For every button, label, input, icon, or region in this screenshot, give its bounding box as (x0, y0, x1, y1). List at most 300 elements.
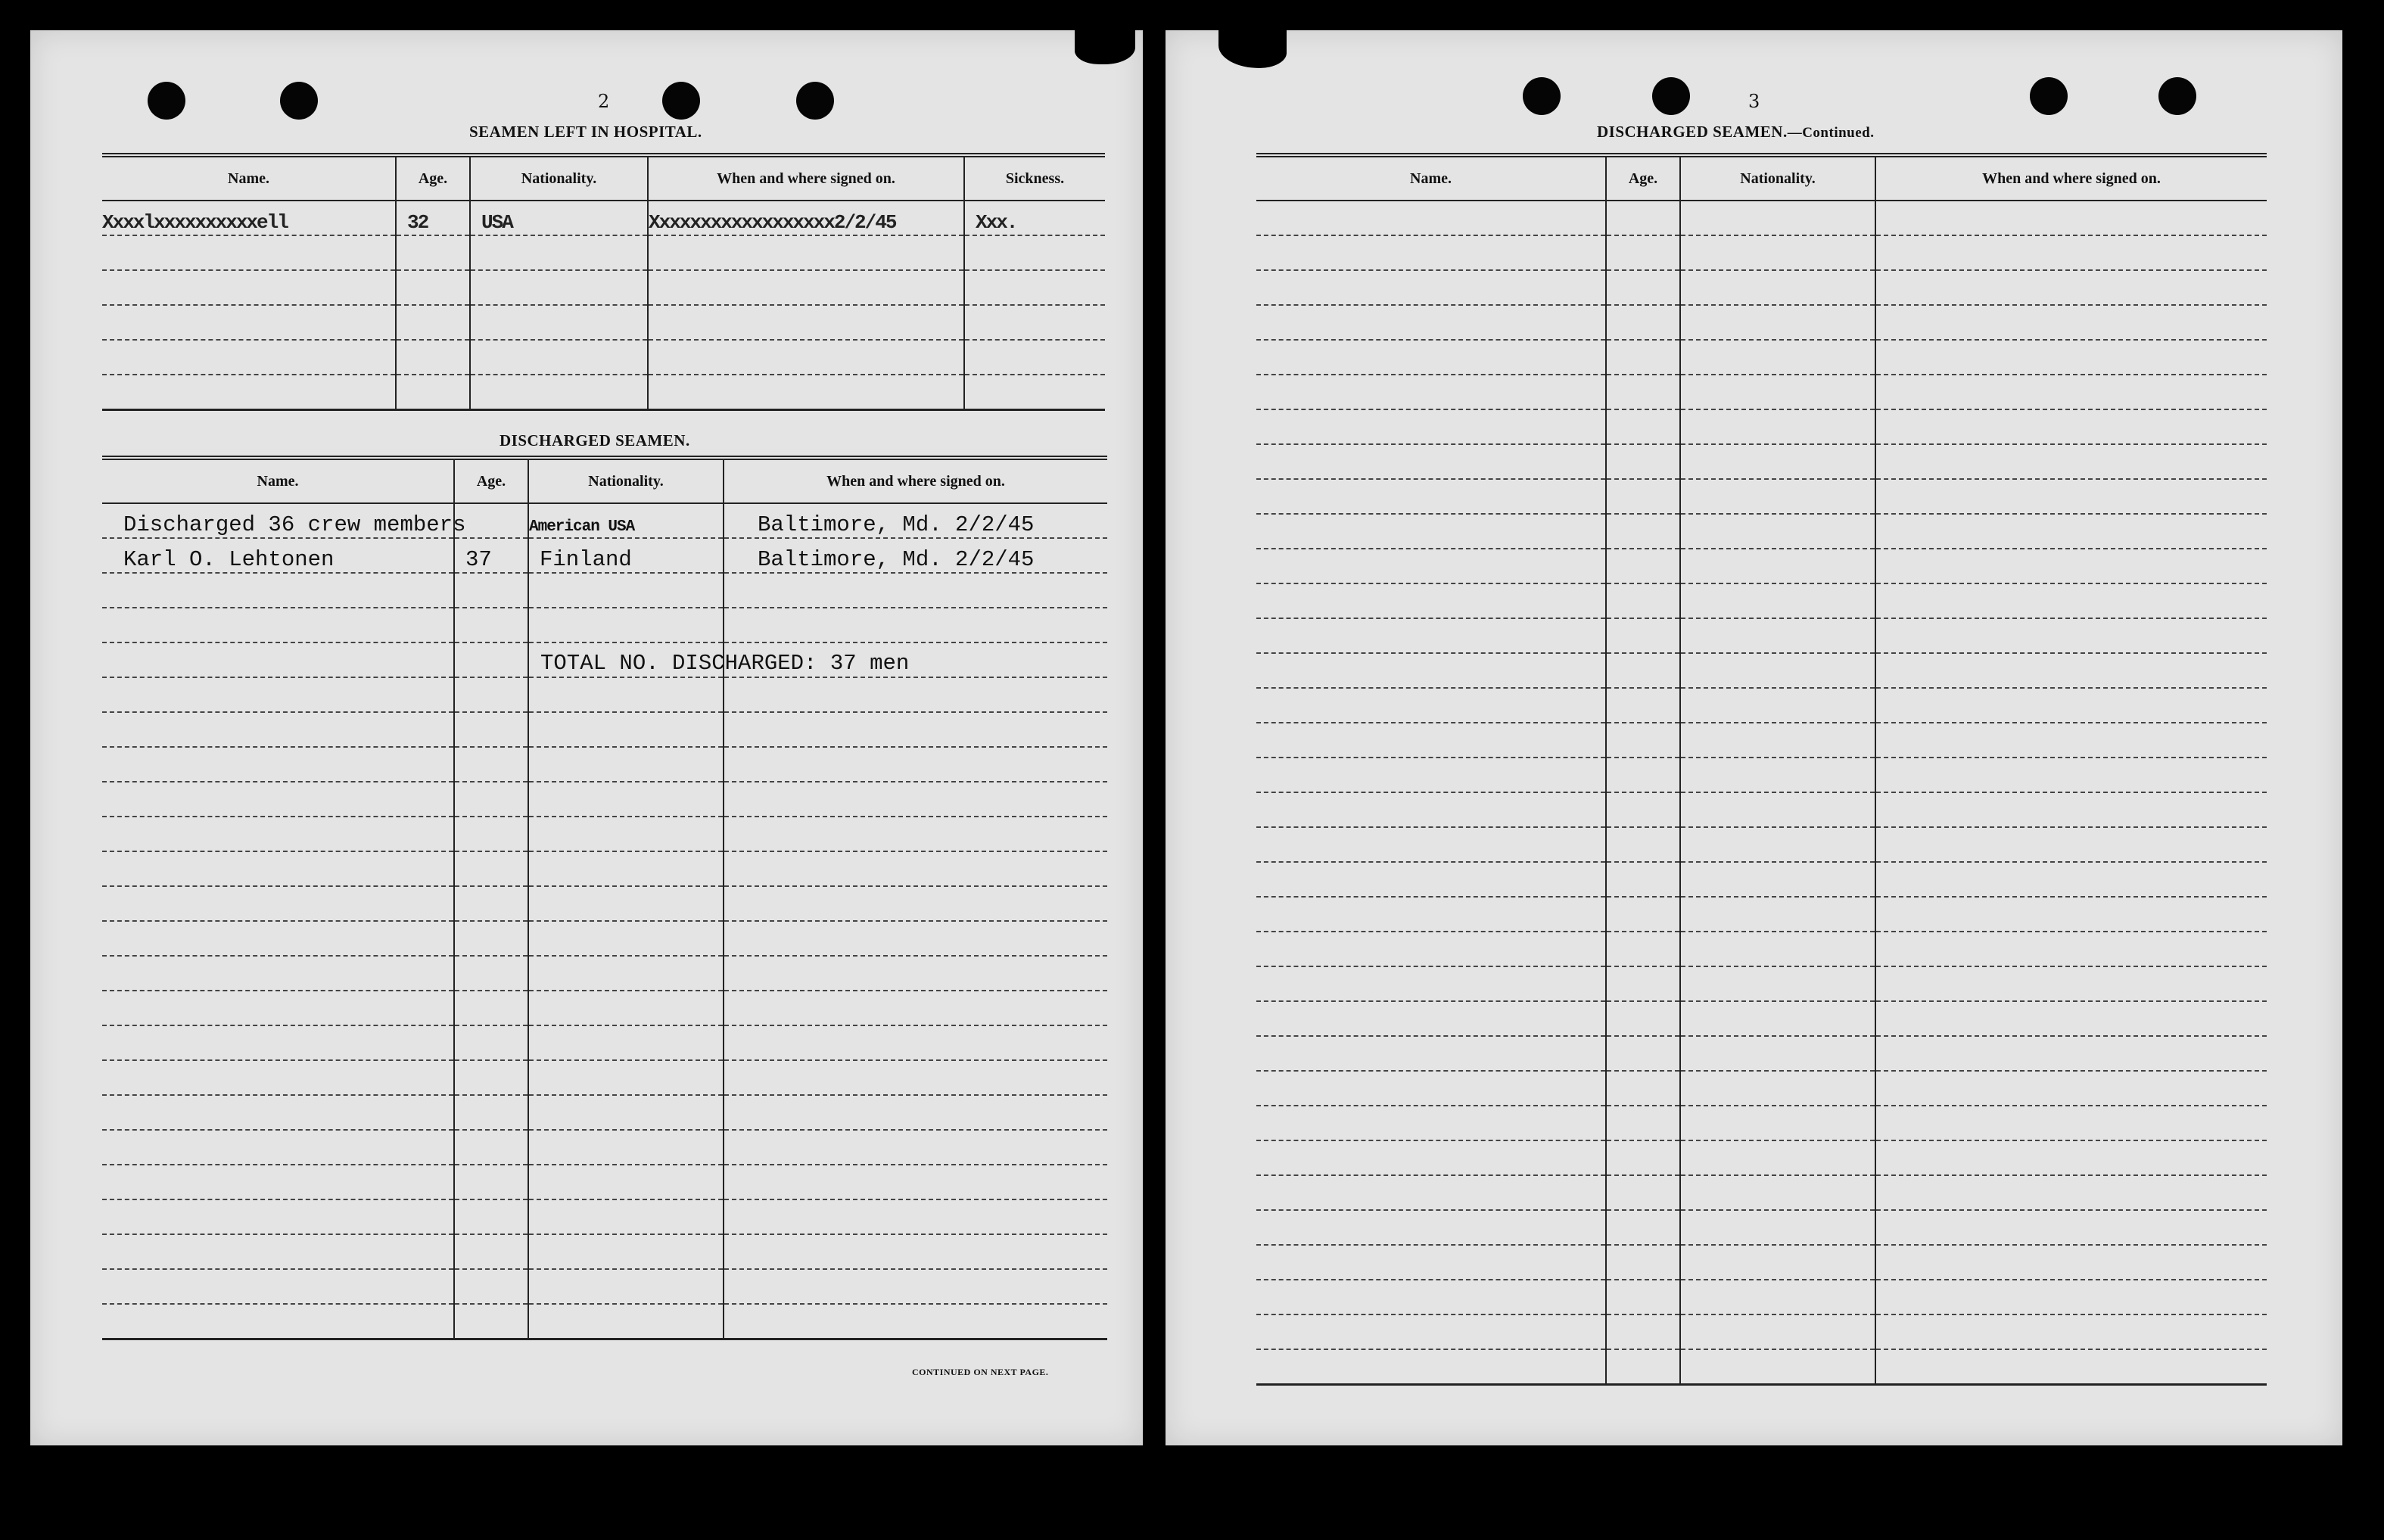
empty-cell (528, 1165, 724, 1199)
empty-cell (724, 1199, 1107, 1234)
table-row (102, 851, 1107, 886)
empty-cell (528, 1199, 724, 1234)
empty-cell (1875, 340, 2267, 375)
empty-cell (1606, 897, 1680, 932)
empty-cell (1875, 1210, 2267, 1245)
continued-note: CONTINUED ON NEXT PAGE. (912, 1367, 1049, 1377)
empty-cell (1875, 1036, 2267, 1071)
col-header-nationality: Nationality. (470, 155, 648, 201)
empty-cell (1256, 723, 1606, 758)
table-row (102, 991, 1107, 1025)
empty-cell (1680, 792, 1875, 827)
empty-cell (724, 573, 1107, 608)
empty-cell (1680, 409, 1875, 444)
empty-cell (1606, 1036, 1680, 1071)
col-header-age: Age. (396, 155, 470, 201)
empty-cell (1680, 235, 1875, 270)
empty-cell (528, 1095, 724, 1130)
empty-cell (454, 921, 528, 956)
table-row (102, 235, 1105, 270)
empty-cell (454, 1130, 528, 1165)
empty-cell (1680, 549, 1875, 583)
empty-cell (454, 677, 528, 712)
empty-cell (102, 1234, 454, 1269)
empty-cell (528, 817, 724, 851)
empty-cell (724, 1060, 1107, 1095)
empty-cell (1256, 1175, 1606, 1210)
empty-cell (102, 1060, 454, 1095)
empty-cell (1680, 479, 1875, 514)
empty-cell (1606, 1280, 1680, 1314)
empty-cell (1606, 1001, 1680, 1036)
empty-cell (1680, 340, 1875, 375)
col-header-name: Name. (102, 155, 396, 201)
empty-cell (454, 851, 528, 886)
empty-cell (1680, 1245, 1875, 1280)
empty-cell (1606, 201, 1680, 235)
empty-cell (1606, 479, 1680, 514)
table-row (102, 1130, 1107, 1165)
empty-cell (1680, 653, 1875, 688)
discharged-table (102, 456, 1107, 1340)
table-row (102, 712, 1107, 747)
empty-cell (1256, 235, 1606, 270)
table-row (102, 1025, 1107, 1060)
left-page (30, 30, 1143, 1445)
empty-cell (1875, 201, 2267, 235)
table-row (102, 608, 1107, 642)
empty-cell (528, 1234, 724, 1269)
col-header-age: Age. (454, 458, 528, 503)
empty-cell (454, 608, 528, 642)
empty-cell (1875, 862, 2267, 897)
table-row (102, 1304, 1107, 1339)
empty-cell (1680, 1106, 1875, 1140)
empty-cell (1256, 688, 1606, 723)
empty-cell (1680, 932, 1875, 966)
empty-cell (1875, 932, 2267, 966)
table-row (102, 573, 1107, 608)
empty-cell (724, 921, 1107, 956)
punch-hole (1652, 77, 1690, 115)
empty-cell (1606, 653, 1680, 688)
table-row (1256, 1001, 2267, 1036)
empty-cell (1256, 1210, 1606, 1245)
empty-cell (1606, 688, 1680, 723)
empty-cell (724, 1234, 1107, 1269)
empty-cell (1680, 1349, 1875, 1385)
punch-hole (280, 82, 318, 120)
empty-cell (1875, 827, 2267, 862)
empty-cell (1680, 375, 1875, 409)
empty-cell (1606, 1314, 1680, 1349)
col-header-age: Age. (1606, 155, 1680, 201)
empty-cell (102, 886, 454, 921)
empty-cell (1256, 653, 1606, 688)
empty-cell (1875, 235, 2267, 270)
table-row (1256, 1106, 2267, 1140)
table-row (102, 270, 1105, 305)
table-row (1256, 583, 2267, 618)
hospital-table (102, 153, 1105, 411)
empty-cell (528, 1304, 724, 1339)
empty-cell (102, 677, 454, 712)
table-row (102, 956, 1107, 991)
table-row (102, 503, 1107, 538)
empty-cell (102, 817, 454, 851)
empty-cell (102, 712, 454, 747)
table-row (102, 1165, 1107, 1199)
empty-cell (1875, 1106, 2267, 1140)
empty-cell (528, 1025, 724, 1060)
empty-cell (528, 712, 724, 747)
col-header-sickness: Sickness. (964, 155, 1105, 201)
empty-cell (724, 1165, 1107, 1199)
table-row (1256, 375, 2267, 409)
table-row (1256, 1349, 2267, 1385)
empty-cell (528, 608, 724, 642)
empty-cell (1606, 827, 1680, 862)
punch-hole (1523, 77, 1561, 115)
empty-cell (528, 921, 724, 956)
empty-cell (1606, 1349, 1680, 1385)
empty-cell (1875, 723, 2267, 758)
empty-cell (454, 642, 528, 677)
empty-cell (528, 991, 724, 1025)
empty-cell (1256, 827, 1606, 862)
table-row (102, 538, 1107, 573)
empty-cell (1680, 758, 1875, 792)
empty-cell (1875, 479, 2267, 514)
empty-cell (1606, 549, 1680, 583)
empty-cell (1680, 827, 1875, 862)
empty-cell (1606, 1106, 1680, 1140)
empty-cell (1606, 618, 1680, 653)
table-row (1256, 305, 2267, 340)
table-row (1256, 862, 2267, 897)
table-row (102, 747, 1107, 782)
table-row (102, 886, 1107, 921)
empty-cell (454, 886, 528, 921)
col-header-name: Name. (1256, 155, 1606, 201)
empty-cell (1256, 514, 1606, 549)
page-number: 2 (598, 91, 610, 112)
table-row (1256, 897, 2267, 932)
empty-cell (1875, 966, 2267, 1001)
struck-age-cell: 32 (407, 211, 428, 234)
empty-cell (1680, 583, 1875, 618)
empty-cell (1875, 758, 2267, 792)
empty-cell (1256, 1140, 1606, 1175)
empty-cell (724, 747, 1107, 782)
empty-cell (1256, 340, 1606, 375)
empty-cell (724, 1130, 1107, 1165)
empty-cell (1256, 270, 1606, 305)
empty-cell (724, 851, 1107, 886)
empty-cell (1606, 1210, 1680, 1245)
table-row (1256, 1071, 2267, 1106)
empty-cell (1680, 1140, 1875, 1175)
empty-cell (1606, 792, 1680, 827)
table-row (1256, 1140, 2267, 1175)
empty-cell (1256, 897, 1606, 932)
empty-cell (1680, 1036, 1875, 1071)
empty-cell (1680, 1210, 1875, 1245)
empty-cell (1256, 201, 1606, 235)
empty-cell (1606, 444, 1680, 479)
empty-cell (528, 1060, 724, 1095)
punch-hole (2030, 77, 2068, 115)
table-row (1256, 1175, 2267, 1210)
table-row (1256, 1314, 2267, 1349)
empty-cell (1680, 897, 1875, 932)
empty-cell (1256, 583, 1606, 618)
table-row (1256, 723, 2267, 758)
empty-cell (1680, 1001, 1875, 1036)
torn-edge (1075, 30, 1135, 64)
empty-cell (1256, 792, 1606, 827)
punch-hole (662, 82, 700, 120)
empty-cell (1875, 1349, 2267, 1385)
age-cell: 37 (454, 538, 528, 573)
table-row (1256, 827, 2267, 862)
empty-cell (528, 573, 724, 608)
table-row (102, 305, 1105, 340)
empty-cell (454, 1165, 528, 1199)
empty-cell (1256, 1349, 1606, 1385)
empty-cell (1256, 375, 1606, 409)
empty-cell (1256, 1314, 1606, 1349)
empty-cell (1680, 688, 1875, 723)
table-row (102, 201, 1105, 235)
empty-cell (1680, 862, 1875, 897)
empty-cell (1606, 514, 1680, 549)
empty-cell (1875, 1001, 2267, 1036)
empty-cell (102, 1025, 454, 1060)
empty-cell (1875, 688, 2267, 723)
empty-cell (1680, 1175, 1875, 1210)
empty-cell (1875, 1175, 2267, 1210)
empty-cell (102, 642, 454, 677)
nationality-cell: American USA (528, 503, 724, 538)
empty-cell (1606, 409, 1680, 444)
struck-sickness-cell: Xxx. (976, 211, 1017, 234)
empty-cell (1875, 444, 2267, 479)
empty-cell (1256, 1036, 1606, 1071)
signed-on-cell: Baltimore, Md. 2/2/45 (724, 503, 1107, 538)
empty-cell (1606, 340, 1680, 375)
table-row (102, 782, 1107, 817)
col-header-nationality: Nationality. (528, 458, 724, 503)
empty-cell (1606, 1071, 1680, 1106)
col-header-signed-on: When and where signed on. (1875, 155, 2267, 201)
empty-cell (1680, 1071, 1875, 1106)
discharged-section-title: DISCHARGED SEAMEN. (500, 431, 690, 450)
table-row (1256, 966, 2267, 1001)
struck-name-cell: Xxxxlxxxxxxxxxxell (102, 211, 288, 234)
table-row (102, 817, 1107, 851)
empty-cell (528, 851, 724, 886)
table-row (1256, 549, 2267, 583)
table-row (102, 921, 1107, 956)
empty-cell (1875, 270, 2267, 305)
empty-cell (724, 817, 1107, 851)
empty-cell (1875, 1314, 2267, 1349)
empty-cell (454, 1060, 528, 1095)
empty-cell (102, 1095, 454, 1130)
table-row (102, 1234, 1107, 1269)
punch-hole (148, 82, 185, 120)
empty-cell (724, 886, 1107, 921)
empty-cell (1606, 862, 1680, 897)
page-number: 3 (1748, 91, 1760, 112)
table-row (1256, 792, 2267, 827)
empty-cell (724, 1304, 1107, 1339)
punch-hole (796, 82, 834, 120)
table-row (1256, 758, 2267, 792)
empty-cell (1680, 1314, 1875, 1349)
empty-cell (724, 1025, 1107, 1060)
empty-cell (1256, 758, 1606, 792)
empty-cell (454, 817, 528, 851)
empty-cell (1680, 514, 1875, 549)
empty-cell (1680, 618, 1875, 653)
empty-cell (1606, 966, 1680, 1001)
empty-cell (454, 1304, 528, 1339)
empty-cell (1875, 792, 2267, 827)
empty-cell (102, 851, 454, 886)
empty-cell (1256, 618, 1606, 653)
table-row (102, 677, 1107, 712)
empty-cell (1256, 305, 1606, 340)
empty-cell (1875, 409, 2267, 444)
table-row (102, 375, 1105, 410)
empty-cell (454, 1269, 528, 1304)
empty-cell (724, 782, 1107, 817)
table-row (102, 1269, 1107, 1304)
table-row (1256, 932, 2267, 966)
empty-cell (1875, 1140, 2267, 1175)
empty-cell (454, 712, 528, 747)
total-discharged: TOTAL NO. DISCHARGED: 37 men (540, 651, 910, 676)
empty-cell (1256, 932, 1606, 966)
empty-cell (1606, 1245, 1680, 1280)
empty-cell (1256, 1106, 1606, 1140)
table-row (1256, 688, 2267, 723)
table-row (102, 1095, 1107, 1130)
table-row (1256, 653, 2267, 688)
empty-cell (528, 886, 724, 921)
empty-cell (454, 573, 528, 608)
empty-cell (528, 782, 724, 817)
empty-cell (724, 677, 1107, 712)
empty-cell (528, 677, 724, 712)
empty-cell (454, 991, 528, 1025)
empty-cell (724, 1095, 1107, 1130)
empty-cell (724, 956, 1107, 991)
empty-cell (1680, 270, 1875, 305)
empty-cell (102, 608, 454, 642)
table-row (1256, 479, 2267, 514)
empty-cell (454, 1234, 528, 1269)
table-row (1256, 1280, 2267, 1314)
empty-cell (1875, 1071, 2267, 1106)
empty-cell (724, 991, 1107, 1025)
empty-cell (1256, 1071, 1606, 1106)
empty-cell (1680, 444, 1875, 479)
empty-cell (1875, 514, 2267, 549)
header-row (1256, 155, 2267, 201)
discharged-continued-title: DISCHARGED SEAMEN.—Continued. (1597, 123, 1875, 141)
empty-cell (1875, 583, 2267, 618)
empty-cell (102, 1269, 454, 1304)
table-row (1256, 1036, 2267, 1071)
empty-cell (102, 747, 454, 782)
empty-cell (1875, 305, 2267, 340)
empty-cell (1256, 966, 1606, 1001)
empty-cell (1256, 1001, 1606, 1036)
empty-cell (1606, 375, 1680, 409)
table-row (1256, 514, 2267, 549)
table-row (1256, 1210, 2267, 1245)
table-row (1256, 444, 2267, 479)
empty-cell (1606, 1175, 1680, 1210)
empty-cell (1256, 479, 1606, 514)
empty-cell (1606, 758, 1680, 792)
empty-cell (528, 1269, 724, 1304)
empty-cell (1606, 1140, 1680, 1175)
empty-cell (1606, 932, 1680, 966)
struck-signed-on-cell: Xxxxxxxxxxxxxxxxxx2/2/45 (649, 211, 896, 234)
col-header-signed-on: When and where signed on. (724, 458, 1107, 503)
discharged-continued-table (1256, 153, 2267, 1386)
empty-cell (1256, 409, 1606, 444)
empty-cell (1680, 966, 1875, 1001)
discharged-header-row (102, 458, 1107, 503)
empty-cell (724, 712, 1107, 747)
empty-cell (724, 608, 1107, 642)
table-row (1256, 1245, 2267, 1280)
empty-cell (1875, 653, 2267, 688)
table-row (102, 340, 1105, 375)
table-row (1256, 618, 2267, 653)
empty-cell (1680, 201, 1875, 235)
empty-cell (1606, 270, 1680, 305)
empty-cell (1606, 305, 1680, 340)
empty-cell (1606, 723, 1680, 758)
empty-cell (1256, 549, 1606, 583)
empty-cell (1256, 444, 1606, 479)
table-row (1256, 270, 2267, 305)
empty-cell (102, 1199, 454, 1234)
empty-cell (102, 573, 454, 608)
nationality-cell: Finland (528, 538, 724, 573)
empty-cell (454, 1025, 528, 1060)
empty-cell (1680, 1280, 1875, 1314)
name-cell: Karl O. Lehtonen (102, 538, 454, 573)
table-row (1256, 340, 2267, 375)
empty-cell (102, 991, 454, 1025)
col-header-nationality: Nationality. (1680, 155, 1875, 201)
empty-cell (1680, 305, 1875, 340)
empty-cell (1256, 862, 1606, 897)
struck-nationality-cell: USA (481, 211, 512, 234)
empty-cell (1256, 1280, 1606, 1314)
table-row (1256, 235, 2267, 270)
empty-cell (454, 956, 528, 991)
table-row (102, 1060, 1107, 1095)
name-cell: Discharged 36 crew members (102, 503, 454, 538)
